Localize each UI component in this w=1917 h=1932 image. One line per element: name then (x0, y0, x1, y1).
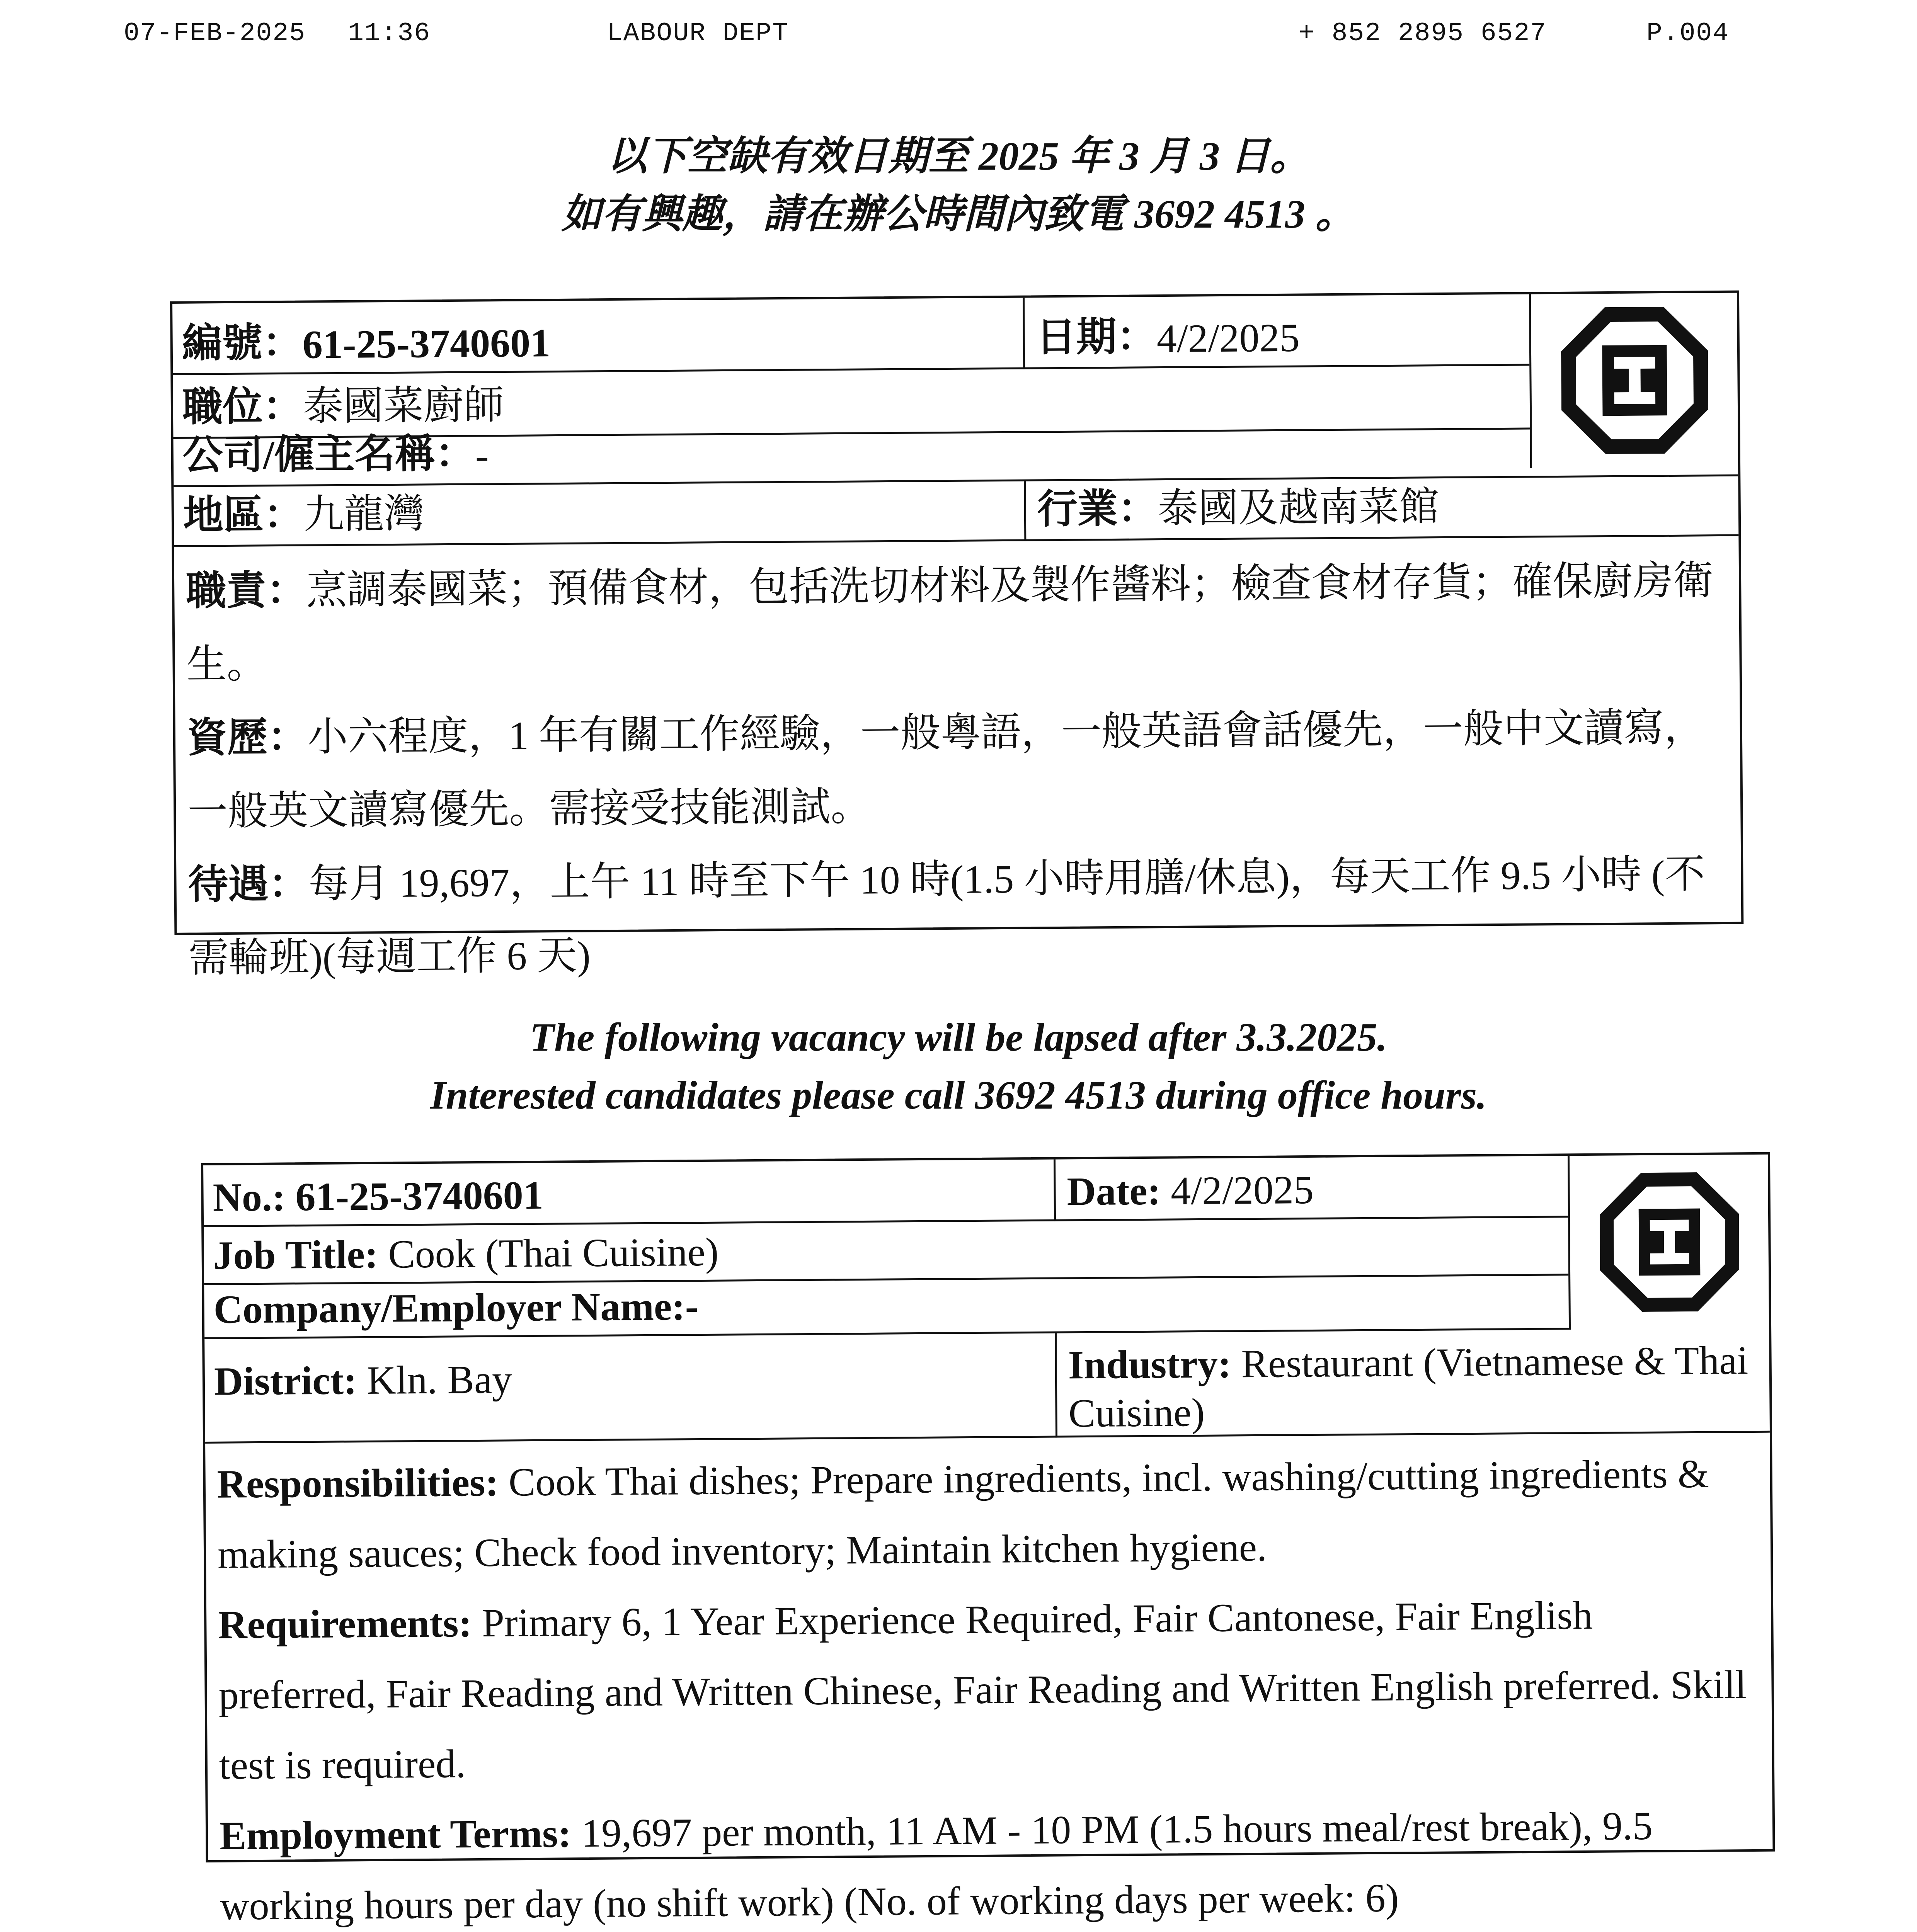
chinese-title-value: 泰國菜廚師 (303, 383, 504, 429)
english-employer-cell (204, 1276, 1557, 1337)
english-responsibilities-label: Responsibilities: (217, 1460, 499, 1507)
chinese-terms-label: 待遇： (188, 862, 309, 907)
english-industry-value: Restaurant (Vietnamese & Thai Cuisine) (1068, 1338, 1748, 1436)
english-title-value: Cook (Thai Cuisine) (388, 1230, 719, 1277)
english-terms-label: Employment Terms: (219, 1811, 572, 1858)
chinese-responsibilities-text: 烹調泰國菜；預備食材，包括洗切材料及製作醬料；檢查食材存貨；確保廚房衛生。 (186, 558, 1714, 687)
divider (1024, 481, 1026, 541)
chinese-industry-cell (1028, 476, 1724, 539)
chinese-industry-value: 泰國及越南菜館 (1158, 485, 1440, 531)
english-logo-cell (1570, 1155, 1769, 1330)
chinese-responsibilities-label: 職責： (186, 568, 307, 614)
chinese-requirements (187, 691, 1729, 849)
english-date-label: Date: (1067, 1168, 1161, 1214)
english-requirements-text: Primary 6, 1 Year Experience Required, Fair Cantonese, Fair English preferred, Fair Reading and Written Chinese, Fair Reading and Written English preferred. Skill test is required. (218, 1593, 1747, 1788)
english-number-label: No.: (213, 1175, 286, 1220)
chinese-requirements-text: 小六程度，1 年有關工作經驗，一般粵語，一般英語會話優先，一般中文讀寫，一般英文讀寫優先。需接受技能測試。 (187, 705, 1705, 834)
chinese-number-cell (172, 298, 1023, 373)
chinese-row-district-industry (174, 476, 1738, 547)
english-requirements (218, 1579, 1761, 1801)
english-employer-value: - (685, 1284, 699, 1329)
english-employer-label: Company/Employer Name: (213, 1284, 686, 1332)
labour-department-logo-icon (1599, 1172, 1740, 1312)
english-terms-text: 19,697 per month, 11 AM - 10 PM (1.5 hours meal/rest break), 9.5 working hours per day (no shift work) (No. of working days per week: 6) (220, 1803, 1653, 1929)
chinese-employer-cell (173, 428, 1720, 485)
chinese-details (186, 544, 1730, 995)
fax-date: 07-FEB-2025 (124, 19, 306, 48)
english-notice-line2: Interested candidates please call 3692 4513 during office hours. (430, 1073, 1487, 1117)
chinese-terms-text: 每月 19,697，上午 11 時至下午 10 時(1.5 小時用膳/休息)，每天工作 9.5 小時 (不需輪班)(每週工作 6 天) (188, 852, 1705, 981)
english-responsibilities-text: Cook Thai dishes; Prepare ingredients, incl. washing/cutting ingredients & making sauces; Check food inventory; Maintain kitchen hygiene. (217, 1451, 1709, 1577)
english-notice-line1: The following vacancy will be lapsed after 3.3.2025. (529, 1015, 1388, 1060)
chinese-employer-label: 公司/僱主名稱： (182, 431, 476, 478)
chinese-date-value: 4/2/2025 (1156, 315, 1300, 361)
english-district-cell (204, 1333, 1056, 1442)
chinese-row-number-date (172, 294, 1529, 375)
chinese-district-value: 九龍灣 (303, 492, 425, 537)
english-title-cell (204, 1218, 1568, 1283)
english-title-label: Job Title: (213, 1232, 378, 1278)
english-details (217, 1439, 1762, 1932)
chinese-vacancy-table (170, 291, 1743, 981)
chinese-employer-value: - (475, 433, 489, 478)
chinese-date-cell (1027, 294, 1529, 367)
english-district-value: Kln. Bay (367, 1357, 512, 1403)
chinese-notice (0, 128, 1917, 243)
chinese-district-label: 地區： (183, 492, 304, 538)
english-terms (220, 1790, 1762, 1932)
chinese-date-label: 日期： (1036, 315, 1157, 360)
chinese-district-cell (174, 481, 1024, 545)
divider (1054, 1160, 1056, 1221)
english-date-cell (1057, 1156, 1568, 1219)
chinese-notice-line1: 以下空缺有效日期至 2025 年 3 月 3 日。 (606, 134, 1310, 179)
english-district-label: District: (214, 1358, 357, 1404)
chinese-requirements-label: 資歷： (187, 715, 308, 760)
chinese-terms (188, 838, 1730, 995)
chinese-title-label: 職位： (182, 384, 303, 430)
english-industry-label: Industry: (1068, 1342, 1231, 1388)
fax-phone: + 852 2895 6527 (1299, 19, 1547, 48)
fax-page: P.004 (1646, 19, 1730, 48)
english-row-district-industry (204, 1328, 1770, 1444)
chinese-number-label: 編號： (182, 320, 303, 366)
chinese-industry-label: 行業： (1037, 486, 1158, 532)
english-row-number-date (203, 1156, 1568, 1227)
english-number-cell (203, 1160, 1054, 1225)
fax-header (124, 19, 1747, 57)
divider (1023, 298, 1025, 369)
english-row-title (204, 1218, 1568, 1285)
english-row-employer (204, 1276, 1569, 1339)
chinese-notice-line2: 如有興趣，請在辦公時間內致電 3692 4513 。 (561, 192, 1355, 236)
chinese-responsibilities (186, 544, 1728, 702)
english-number-value: 61-25-3740601 (295, 1173, 544, 1219)
fax-sender: LABOUR DEPT (607, 19, 789, 48)
english-requirements-label: Requirements: (218, 1601, 472, 1647)
fax-time: 11:36 (348, 19, 431, 48)
english-responsibilities (217, 1439, 1759, 1590)
english-industry-cell (1059, 1328, 1767, 1436)
english-date-value: 4/2/2025 (1170, 1167, 1314, 1213)
divider (1055, 1333, 1057, 1438)
chinese-number-value: 61-25-3740601 (302, 321, 551, 367)
english-vacancy-table (201, 1152, 1775, 1929)
english-notice (0, 1009, 1917, 1124)
